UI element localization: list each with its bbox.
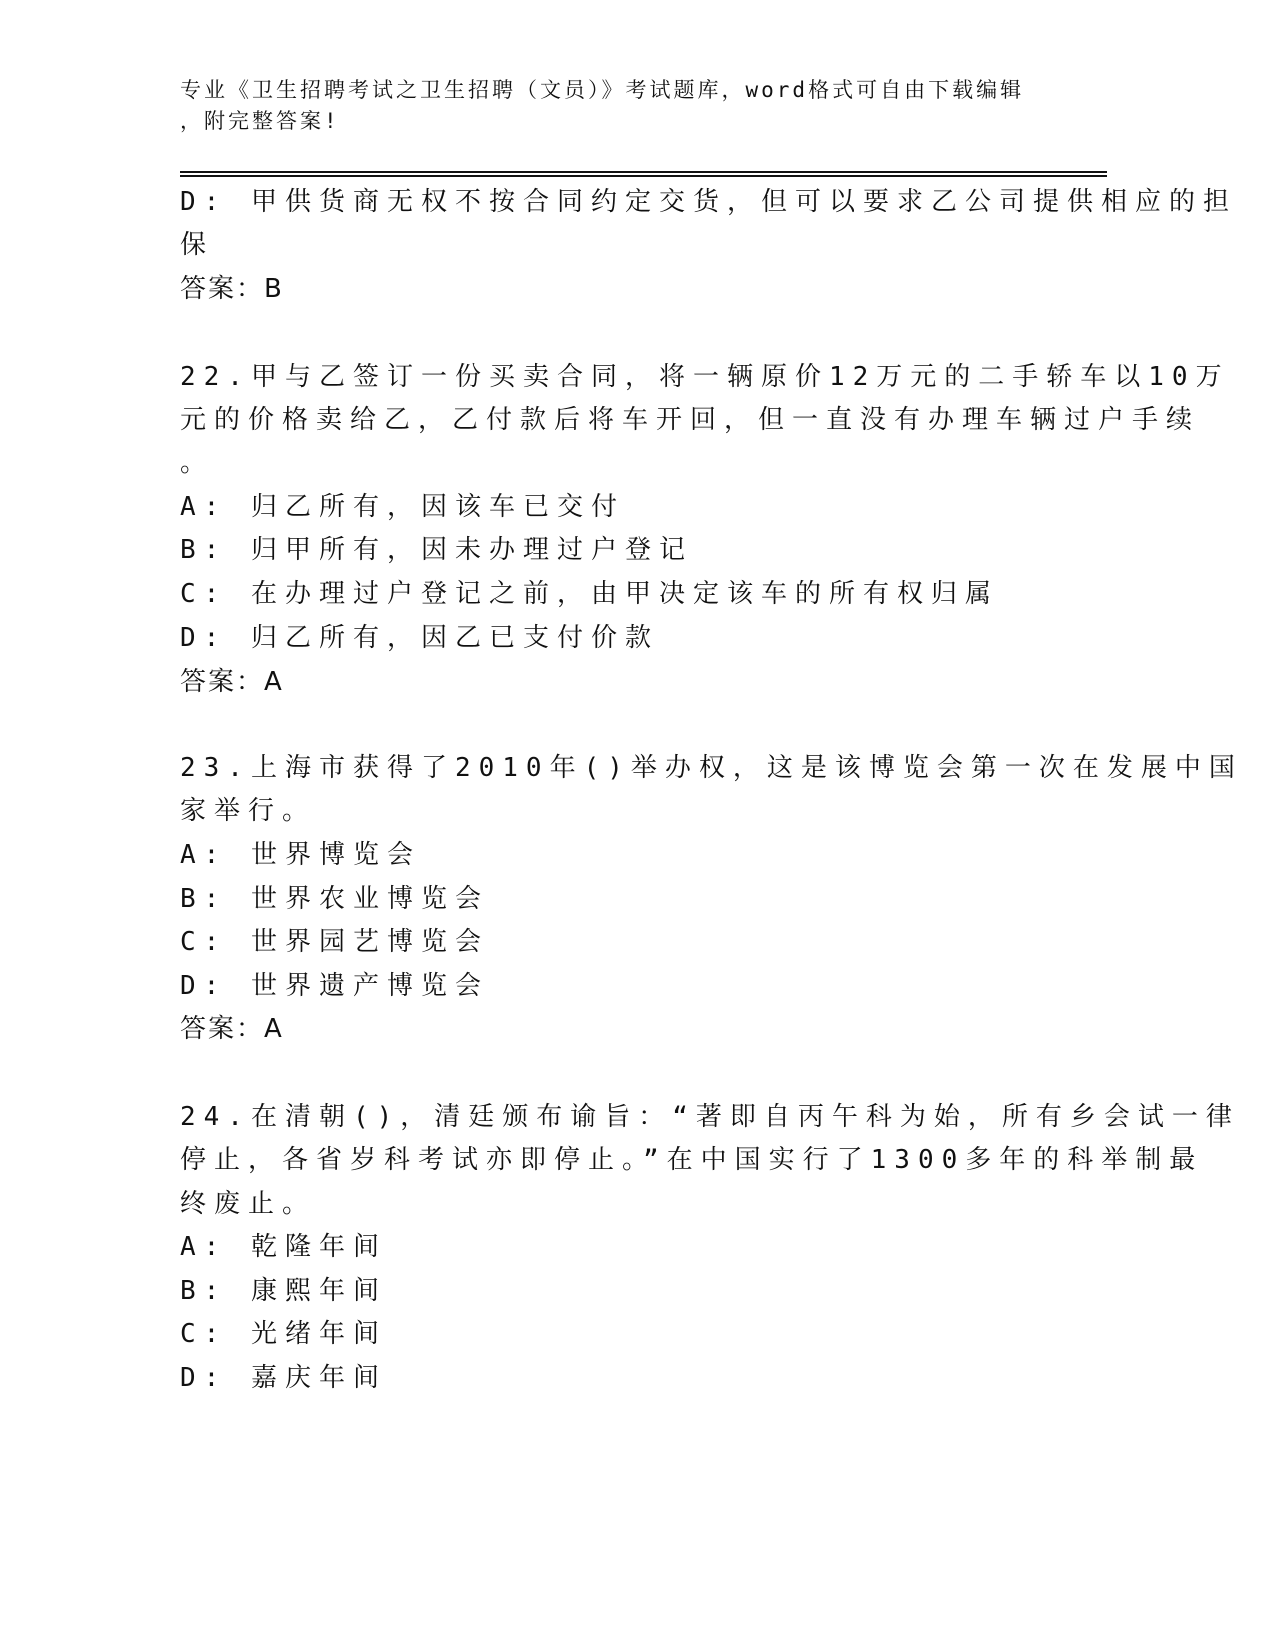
option-c: C: 在办理过户登记之前，由甲决定该车的所有权归属 [180,579,999,609]
document-header-line-2: ，附完整答案! [180,109,340,133]
question-stem: 家举行。 [180,796,317,826]
answer: 答案：A [180,667,284,697]
question-stem: 元的价格卖给乙，乙付款后将车开回，但一直没有办理车辆过户手续 [180,405,1201,435]
question-stem: 23.上海市获得了2010年()举办权，这是该博览会第一次在发展中国 [180,753,1243,783]
option-a: A: 世界博览会 [180,840,421,870]
answer: 答案：A [180,1014,284,1044]
option-b: B: 世界农业博览会 [180,884,489,914]
question-stem: 24.在清朝()，清廷颁布谕旨：“著即自丙午科为始，所有乡会试一律 [180,1102,1240,1132]
option-d: D: 世界遗产博览会 [180,971,489,1001]
header-rule-bottom [180,175,1107,177]
question-stem: 终废止。 [180,1189,317,1219]
question-stem: 停止，各省岁科考试亦即停止。”在中国实行了1300多年的科举制最 [180,1145,1204,1175]
option-b: B: 归甲所有，因未办理过户登记 [180,535,693,565]
document-header-line-1: 专业《卫生招聘考试之卫生招聘（文员）》考试题库，word格式可自由下载编辑 [180,78,1025,102]
question-stem: 。 [180,448,215,478]
option-d: D: 嘉庆年间 [180,1363,387,1393]
option-a: A: 乾隆年间 [180,1232,387,1262]
option-d: D: 甲供货商无权不按合同约定交货，但可以要求乙公司提供相应的担 [180,187,1237,217]
header-rule-top [180,171,1107,173]
option-d-cont: 保 [180,230,215,260]
option-c: C: 光绪年间 [180,1319,387,1349]
option-d: D: 归乙所有，因乙已支付价款 [180,623,659,653]
answer: 答案：B [180,274,284,304]
question-stem: 22.甲与乙签订一份买卖合同，将一辆原价12万元的二手轿车以10万 [180,362,1230,392]
option-c: C: 世界园艺博览会 [180,927,489,957]
option-b: B: 康熙年间 [180,1276,387,1306]
option-a: A: 归乙所有，因该车已交付 [180,492,625,522]
